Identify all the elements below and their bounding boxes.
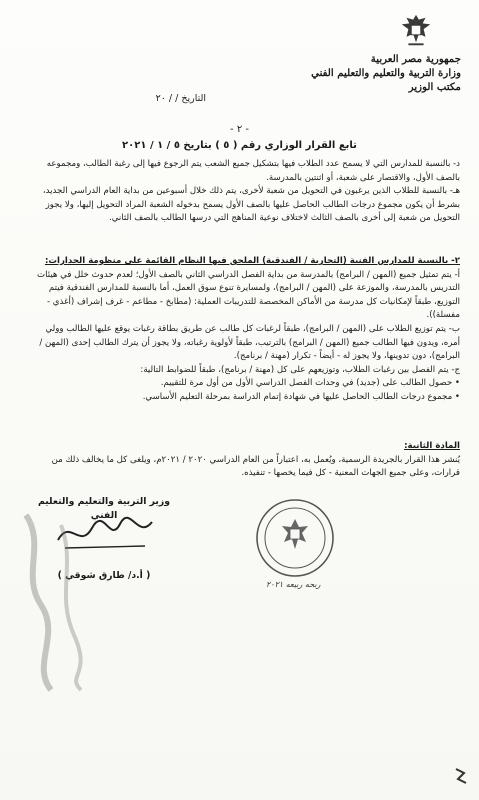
body-section-1 bbox=[26, 158, 460, 226]
date-line: التاريخ / / ٢٠ bbox=[155, 93, 206, 104]
letterhead-republic: جمهورية مصر العربية bbox=[370, 53, 461, 65]
section2-heading: ٢- بالنسبة للمدارس الفنية (التجارية / الفندقية) الملحق فيها النظام القائمة على منظومة الجدارات: bbox=[44, 256, 460, 266]
article-2 bbox=[26, 440, 460, 481]
letterhead bbox=[311, 52, 461, 94]
article2-text: يُنشر هذا القرار بالجريدة الرسمية، ويُعمل به، اعتباراً من العام الدراسي ٢٠٢٠ / ٢٠٢١م، ويلغى كل ما يخالف ذلك من قرارات، وعلى جميع الجهات المعنية - كل فيما يخصها - تنفيذه. bbox=[51, 454, 460, 479]
minister-title: وزير التربية والتعليم والتعليم الفني bbox=[37, 496, 171, 521]
paragraph-h: هـ- بالنسبة للطلاب الذين يرغبون في التحويل من شعبة لأخرى، يتم ذلك خلال أسبوعين من بداية العام الدراسي الجديد، بشرط أن يكون مجموع درجات الطالب الحاصل عليها بالصف الأول يسمح بدخوله الشعبة المراد التحويل إليها، ولا يجوز التحويل من شعبة إلى أخرى بالصف الثالث لاختلاف نوعية المناهج التي درسها الطالب بالصف الثاني. bbox=[42, 186, 460, 224]
official-stamp bbox=[254, 497, 336, 579]
corner-mark bbox=[452, 765, 472, 787]
item-b: ب- يتم توزيع الطلاب على (المهن / البرامج)، طبقاً لرغبات كل طالب عن طريق بطاقة رغبات يوقع عليها الطالب وولي أمره، ويدون فيها الطالب جميع (المهن / البرامج) بالترتيب، طبقاً لأولوية رغباته، ولا يجوز أن يترك الطالب إحدى (المهن / البرامج)، دون تدوينها، ولا يجوز له - أيضاً - تكرار (مهنة / برنامج). bbox=[39, 323, 460, 362]
minister-name: ( أ.د/ طارق شوقي ) bbox=[57, 570, 151, 581]
item-c: ج- يتم الفصل بين رغبات الطلاب، وتوزيعهم على كل (مهنة / برنامج)، طبقاً للضوابط التالية: bbox=[140, 364, 460, 375]
stamp-annotation: ربحه ربيعه ٢٠٢١ bbox=[266, 580, 321, 589]
letterhead-ministry: وزارة التربية والتعليم والتعليم الفني bbox=[311, 67, 461, 79]
body-section-2 bbox=[26, 255, 460, 405]
decree-subtitle: تابع القرار الوزاري رقم ( ٥ ) بتاريخ ٥ / ١ / ٢٠٢١ bbox=[122, 140, 357, 151]
bullet-2: • مجموع درجات الطالب الحاصل عليها في شهادة إتمام الدراسة بمرحلة التعليم الأساسي. bbox=[142, 391, 460, 402]
page-number: - ٢ - bbox=[230, 124, 249, 135]
letterhead-office: مكتب الوزير bbox=[408, 81, 461, 93]
item-a: أ- يتم تمثيل جميع (المهن / البرامج) بالمدرسة من بداية الفصل الدراسي الثاني بالصف الأول؛ لعدم حدوث خلل في هيئات التدريس بالمدرسة، والموزعة على (المهن / البرامج)، ولمسايرة تنوع سوق العمل، أما بالنسبة للمدارس الفندقية فيتم التوزيع، طبقاً لإمكانيات كل مدرسة من الأماكن المخصصة للتدريبات العملية: (مطابخ - مطاعم - غرف إشراف (أغذي - مفسلة)). bbox=[37, 269, 460, 321]
bullet-1: • حصول الطالب على (جديد) في وحدات الفصل الدراسي الأول من أول مرة للتقييم. bbox=[160, 378, 460, 389]
paragraph-d: د- بالنسبة للمدارس التي لا يسمح عدد الطلاب فيها بتشكيل جميع الشعب يتم الرجوع فيها إلى رغبة الطالب، ومجموعه بالصف الأول، والاقتصار على شعبة، أو اثنتين بالمدرسة. bbox=[46, 159, 460, 183]
article2-heading: المادة الثانية: bbox=[404, 441, 460, 451]
eagle-emblem-icon bbox=[397, 12, 435, 50]
margin-watermark bbox=[6, 505, 96, 695]
